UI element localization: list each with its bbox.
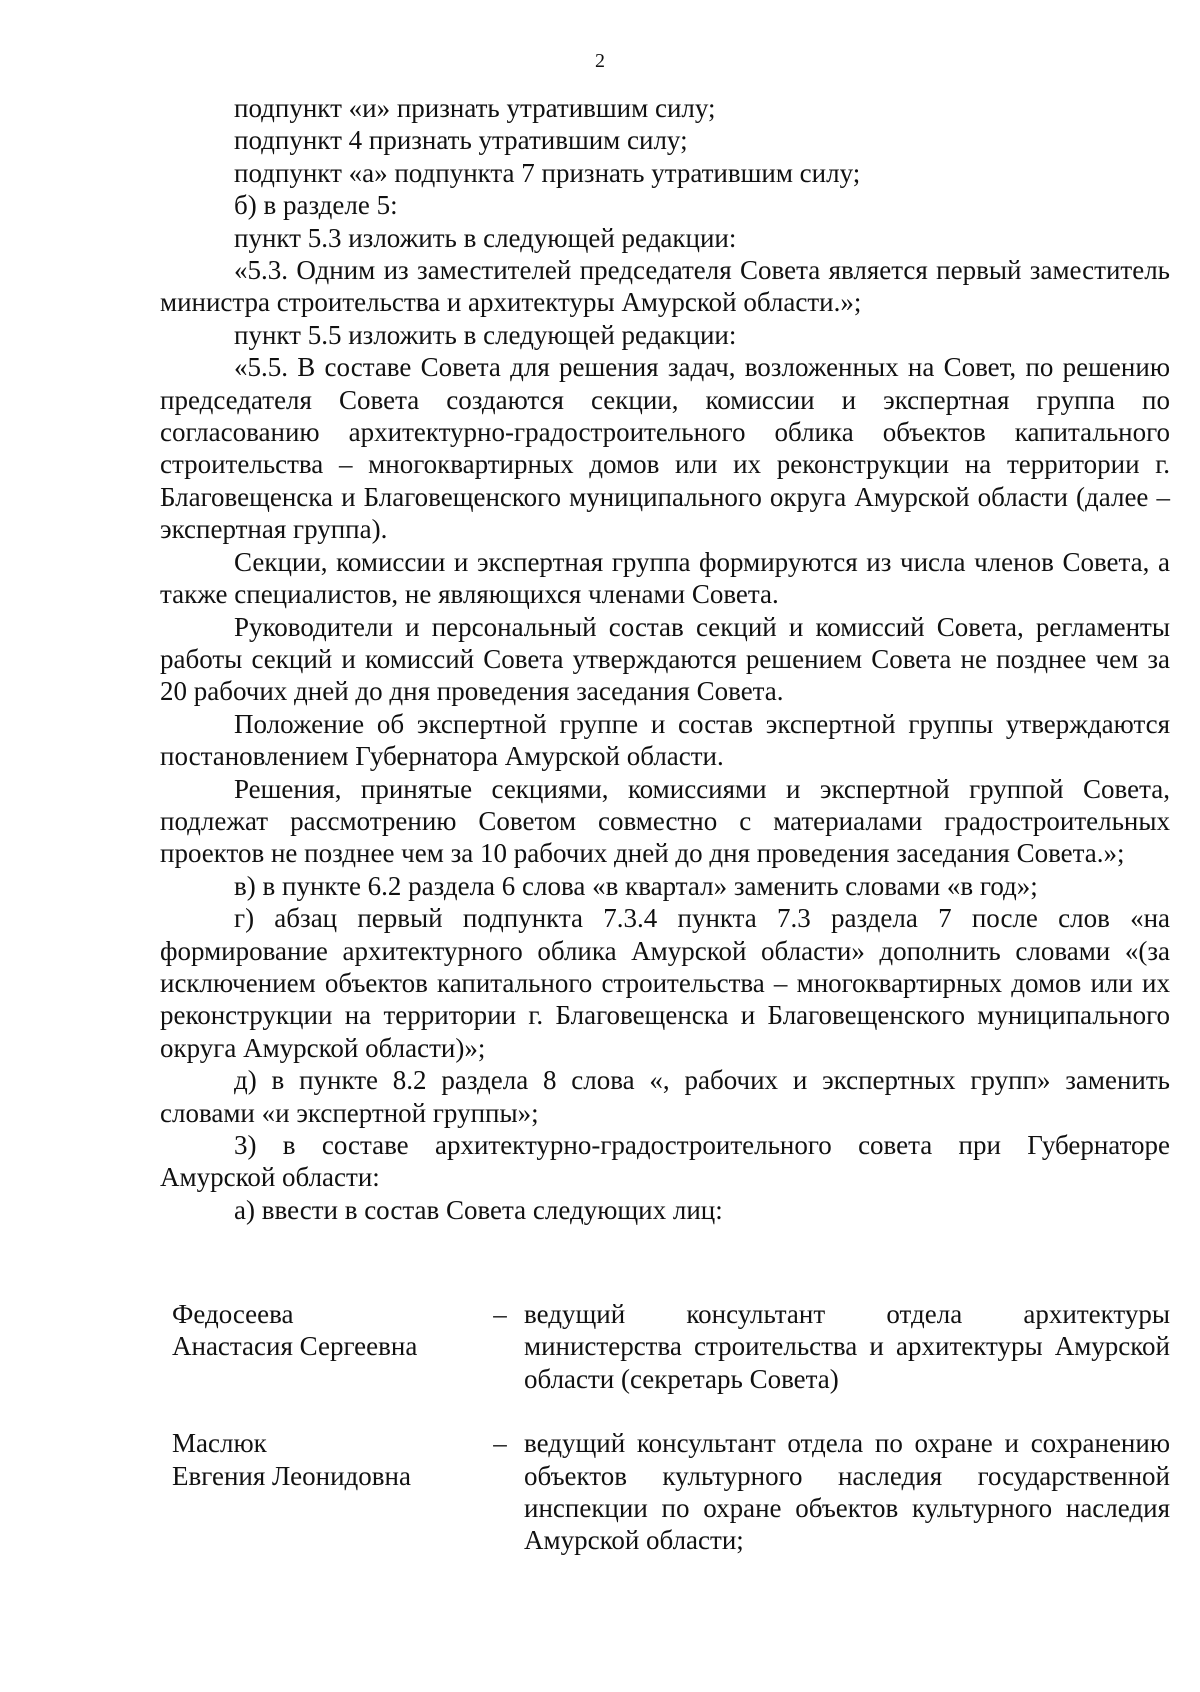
paragraph: подпункт «а» подпункта 7 признать утратившим силу; <box>234 157 861 188</box>
paragraph: подпункт 4 признать утратившим силу; <box>234 125 688 156</box>
member-name <box>172 1298 476 1395</box>
member-entry <box>172 1427 1170 1557</box>
member-surname: Маслюк <box>172 1428 267 1459</box>
paragraph: «5.3. Одним из заместителей председателя Совета является первый заместитель министра строительства и архитектуры Амурской области.»; <box>160 255 1170 318</box>
member-list <box>172 1298 1170 1589</box>
paragraph: 3) в составе архитектурно-градостроительного совета при Губернаторе Амурской области: <box>160 1130 1170 1193</box>
member-dash: – <box>493 1428 507 1459</box>
member-role: ведущий консультант отдела архитектуры министерства строительства и архитектуры Амурской области (секретарь Совета) <box>524 1299 1170 1394</box>
paragraph: Руководители и персональный состав секций и комиссий Совета, регламенты работы секций и комиссий Совета утверждаются решением Совета не позднее чем за 20 рабочих дней до дня проведения заседания Совета. <box>160 611 1170 707</box>
member-surname: Федосеева <box>172 1299 294 1329</box>
document-body <box>160 92 1170 1226</box>
member-dash: – <box>493 1299 507 1329</box>
member-given-names: Евгения Леонидовна <box>172 1460 411 1491</box>
paragraph: а) ввести в состав Совета следующих лиц: <box>234 1194 723 1225</box>
paragraph: б) в разделе 5: <box>234 190 398 221</box>
paragraph: г) абзац первый подпункта 7.3.4 пункта 7.3 раздела 7 после слов «на формирование архитектурного облика Амурской области» дополнить словами «(за исключением объектов капитального строительства – многоквартирных домов или их реконструкции на территории г. Благовещенска и Благовещенского муниципального округа Амурской области)»; <box>160 903 1170 1063</box>
paragraph: подпункт «и» признать утратившим силу; <box>234 93 716 123</box>
paragraph: пункт 5.3 изложить в следующей редакции: <box>234 222 737 253</box>
member-role: ведущий консультант отдела по охране и сохранению объектов культурного наследия государственной инспекции по охране объектов культурного наследия Амурской области; <box>524 1428 1170 1556</box>
paragraph: в) в пункте 6.2 раздела 6 слова «в квартал» заменить словами «в год»; <box>234 870 1038 901</box>
paragraph: «5.5. В составе Совета для решения задач, возложенных на Совет, по решению председателя Совета создаются секции, комиссии и экспертная группа по согласованию архитектурно-градостроительного облика объектов капитального строительства – многоквартирных домов или их реконструкции на территории г. Благовещенска и Благовещенского муниципального округа Амурской области (далее – экспертная группа). <box>160 352 1170 545</box>
paragraph: пункт 5.5 изложить в следующей редакции: <box>234 319 737 350</box>
paragraph: Секции, комиссии и экспертная группа формируются из числа членов Совета, а также специалистов, не являющихся членами Совета. <box>160 546 1170 610</box>
paragraph: Положение об экспертной группе и состав экспертной группы утверждаются постановлением Губернатора Амурской области. <box>160 708 1170 772</box>
member-given-names: Анастасия Сергеевна <box>172 1331 418 1362</box>
page-number: 2 <box>595 50 605 72</box>
member-entry <box>172 1298 1170 1395</box>
member-name <box>172 1427 476 1557</box>
paragraph: д) в пункте 8.2 раздела 8 слова «, рабочих и экспертных групп» заменить словами «и экспертной группы»; <box>160 1065 1170 1128</box>
paragraph: Решения, принятые секциями, комиссиями и экспертной группой Совета, подлежат рассмотрению Советом совместно с материалами градостроительных проектов не позднее чем за 10 рабочих дней до дня проведения заседания Совета.»; <box>160 773 1170 869</box>
